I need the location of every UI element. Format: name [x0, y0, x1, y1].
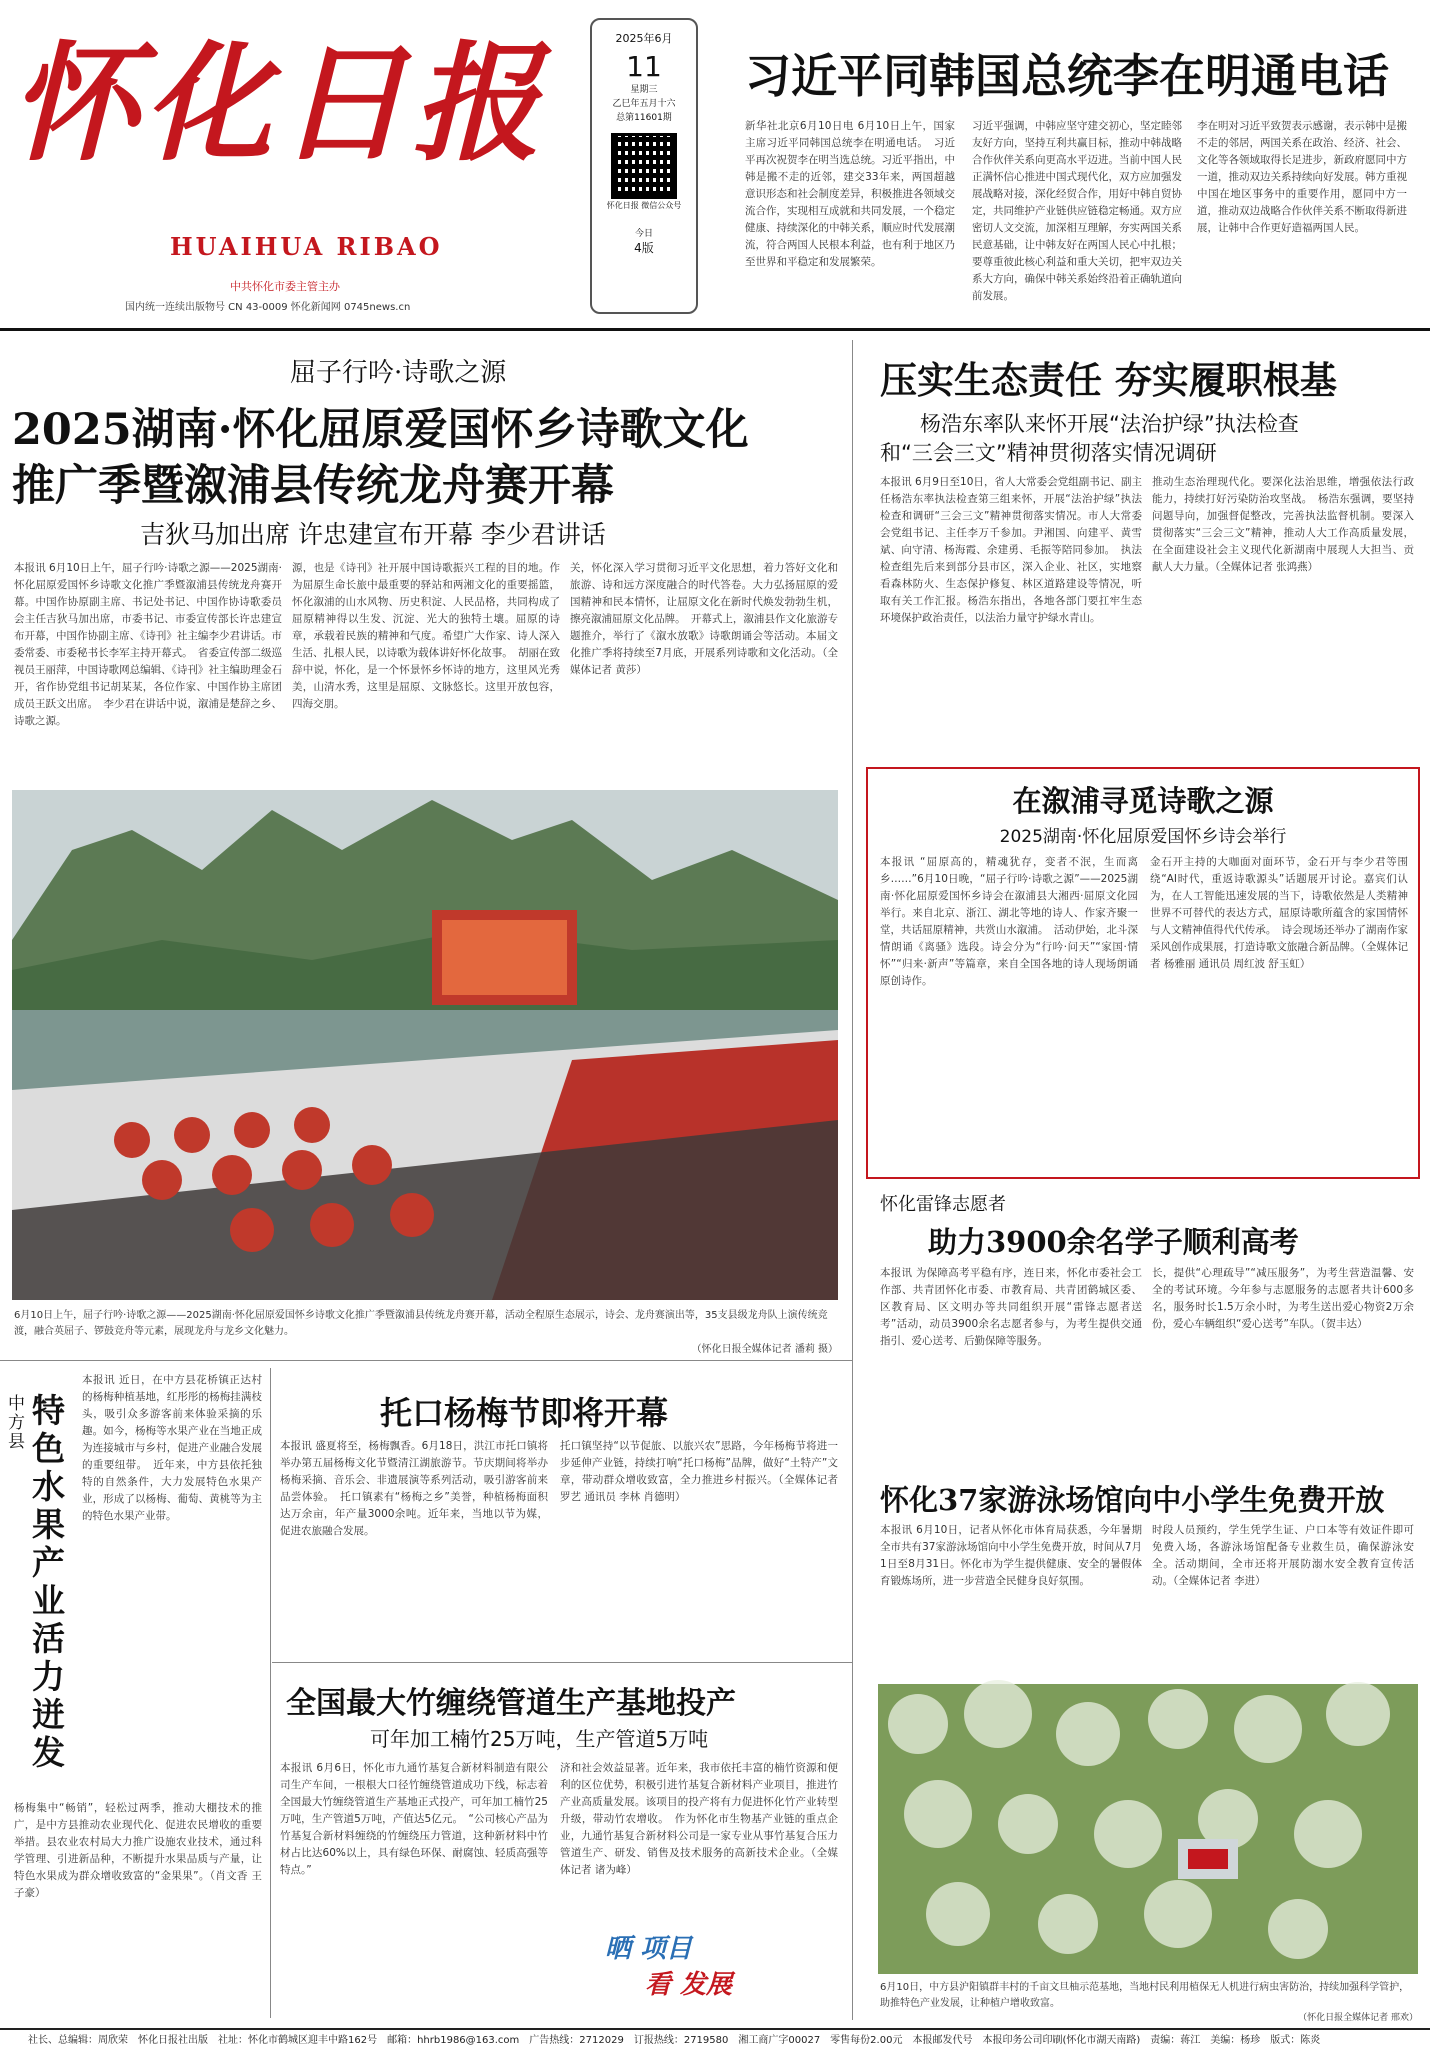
- masthead-codes: 国内统一连续出版物号 CN 43-0009 怀化新闻网 0745news.cn: [125, 302, 411, 313]
- section7-col-1: 本报讯 6月6日，怀化市九通竹基复合新材料制造有限公司生产车间，一根根大口径竹缠绕管道成功下线，标志着全国最大竹缠绕管道生产基地正式投产，可年加工楠竹25万吨，生产管道5万吨，产值达5亿元。 “公司核心产品为竹基复合新材料缠绕的竹缠绕压力管道，这种新材料中竹材占比达60%以上，具有绿色环保、耐腐蚀、轻质高强等特点。”: [280, 1762, 548, 1876]
- dragon-boat-opening-photo: [12, 790, 838, 1300]
- promo-line-1: 晒 项目: [605, 1934, 693, 1964]
- section4-headline: 托口杨梅节即将开幕: [380, 1394, 669, 1432]
- promo-banner[interactable]: [605, 1928, 805, 2008]
- column-divider-right: [852, 340, 853, 2020]
- section3-col-1: 本报讯 为保障高考平稳有序，连日来，怀化市委社会工作部、共青团怀化市委、市教育局、共青团鹤城区委、区教育局、区文明办等共同组织开展“雷锋志愿者送考”活动，动员3900余名志愿者参与，为考生提供交通指引、爱心送考、后勤保障等服务。: [880, 1267, 1142, 1347]
- section1-col-3: 关，怀化深入学习贯彻习近平文化思想，着力答好文化和旅游、诗和远方深度融合的时代答卷。大力弘扬屈原的爱国精神和民本情怀，让屈原文化在新时代焕发勃勃生机，擦亮溆浦屈原文化品牌。 开幕式上，溆浦县作文化旅游专题推介，举行了《溆水放歌》诗歌朗诵会等活动。本届文化推广季将持续至7月底，开展系列诗歌和文化活动。（全媒体记者 黄莎）: [570, 562, 838, 676]
- section1-headline-2: 推广季暨溆浦县传统龙舟赛开幕: [12, 461, 614, 511]
- issue-number: 总第11601期: [616, 113, 672, 123]
- masthead-rule: [0, 328, 1430, 331]
- photo2-caption: 6月10日，中方县沪阳镇群丰村的千亩文旦柚示范基地，当地村民利用植保无人机进行病虫害防治，持续加强科学管护，助推特色产业发展，让种植户增收致富。: [880, 1982, 1410, 2009]
- section4-col-1: 本报讯 盛夏将至，杨梅飘香。6月18日，洪江市托口镇将举办第五届杨梅文化节暨清江湖旅游节。节庆期间将举办杨梅采摘、音乐会、非遗展演等系列活动，吸引游客前来品尝体验。 托口镇素有“杨梅之乡”美誉，种植杨梅面积达万余亩，年产量3000余吨。近年来，当地以节为媒，促进农旅融合发展。: [280, 1440, 548, 1537]
- section5-vertical-title: 特色水果产业活力迸发: [32, 1391, 65, 1772]
- section6-col-1: 本报讯 6月10日，记者从怀化市体育局获悉，今年暑期全市共有37家游泳场馆向中小学生免费开放，时间从7月1日至8月31日。怀化市为学生提供健康、安全的暑假体育锻炼场所，进一步营造全民健身良好氛围。: [880, 1524, 1142, 1587]
- feature-box: [866, 767, 1420, 1179]
- feature-col-2: 金石开主持的大咖面对面环节，金石开与李少君等围绕“AI时代，重返诗歌源头”话题展开讨论。嘉宾们认为，在人工智能迅速发展的当下，诗歌依然是人类精神世界不可替代的表达方式，屈原诗歌所蕴含的家国情怀与人文精神值得代代传承。 诗会现场还举办了湖南作家采风创作成果展，打造诗歌文旅融合新品牌。（全媒体记者 杨雅丽 通讯员 周红波 舒玉虹）: [1150, 856, 1408, 970]
- section5-county: 中方县: [8, 1394, 25, 1452]
- orchard-drone-photo: [878, 1684, 1418, 1974]
- qr-caption: 怀化日报 微信公众号: [606, 201, 682, 210]
- section2-headline: 压实生态责任 夯实履职根基: [880, 358, 1337, 402]
- section7-headline: 全国最大竹缠绕管道生产基地投产: [286, 1686, 736, 1721]
- section1-col-1: 本报讯 6月10日上午，屈子行吟·诗歌之源——2025湖南·怀化屈原爱国怀乡诗歌文化推广季暨溆浦县传统龙舟赛开幕。中国作协原副主席、书记处书记、中国作协诗歌委员会主任吉狄马加出席，市委书记、市委宣传部长许忠建宣布开幕，中国作协副主席、《诗刊》社主编李少君讲话。市委常委、市委秘书长李军主持开幕式。 省委宣传部二级巡视员王丽萍，中国诗歌网总编辑、《诗刊》社主编助理金石开，省作协党组书记胡某某，各位作家、中国作协主席团成员王跃文出席。 李少君在讲话中说，溆浦是楚辞之乡、诗歌之源。: [14, 562, 282, 727]
- today-label: 今日: [634, 229, 653, 239]
- page-count: 4版: [634, 241, 654, 255]
- section6-headline: 怀化37家游泳场馆向中小学生免费开放: [880, 1483, 1385, 1517]
- qr-code-icon: [611, 133, 677, 199]
- section1-col-2: 源，也是《诗刊》社开展中国诗歌振兴工程的目的地。作为屈原生命长旅中最重要的驿站和两湘文化的重要摇篮，怀化溆浦的山水风物、历史积淀、人民品格，共同构成了屈原精神得以生发、沉淀、光大的独特土壤。屈原的诗章，承载着民族的精神和气度。希望广大作家、诗人深入生活、扎根人民，以诗歌为载体讲好怀化故事。 胡丽在致辞中说，怀化，是一个怀景怀乡怀诗的地方，这里风光秀美，山清水秀，这里是屈原、文脉悠长。这里开放包容，四海交朋。: [292, 562, 560, 710]
- section2-col-1: 本报讯 6月9日至10日，省人大常委会党组副书记、副主任杨浩东率执法检查第三组来怀，开展“法治护绿”执法检查和调研“三会三文”精神贯彻落实情况。市人大常委会党组书记、主任李万千参加。尹湘国、向建平、黄雪斌、向守清、杨海霞、余建勇、毛振等陪同参加。 执法检查组先后来到部分县市区，深入企业、社区，实地察看森林防火、生态保护修复、林区道路建设等情况，听取有关工作汇报。杨浩东指出，各地各部门要扛牢生态环境保护政治责任，以法治力量守护绿水青山。: [880, 476, 1142, 624]
- date-box: [590, 18, 698, 314]
- lead-col-2: 习近平强调，中韩应坚守建交初心，坚定睦邻友好方向，坚持互利共赢目标，推动中韩战略合作伙伴关系向更高水平迈进。当前中国人民正满怀信心推进中国式现代化，双方应加强发展战略对接，深化经贸合作，用好中韩自贸协定，共同维护产业链供应链稳定畅通。双方应密切人文交流，加深相互理解，夯实两国关系民意基础，让中韩友好在两国人民心中扎根；要尊重彼此核心利益和重大关切，把牢双边关系大方向，确保中韩关系始终沿着正确轨道向前发展。: [972, 120, 1182, 302]
- section5-col-2: 杨梅集中“畅销”，轻松过两季，推动大棚技术的推广，是中方县推动农业现代化、促进农民增收的重要举措。县农业农村局大力推广设施农业技术，通过科学管理、引进新品种，不断提升水果品质与产量，让特色水果成为群众增收致富的“金果果”。（肖文香 王子豪）: [14, 1802, 262, 1899]
- masthead-sponsor: 中共怀化市委主管主办: [230, 280, 340, 293]
- section5-col-1: 本报讯 近日，在中方县花桥镇正达村的杨梅种植基地，红彤彤的杨梅挂满枝头，吸引众多游客前来体验采摘的乐趣。如今，杨梅等水果产业在当地正成为连接城市与乡村，促进产业融合发展的重要纽带。 近年来，中方县依托独特的自然条件，大力发展特色水果产业，形成了以杨梅、葡萄、黄桃等为主的特色水果产业带。: [82, 1374, 262, 1522]
- section1-subhead: 吉狄马加出席 许忠建宣布开幕 李少君讲话: [140, 520, 606, 549]
- section3-kicker: 怀化雷锋志愿者: [880, 1194, 1006, 1215]
- photo1-credit: （怀化日报全媒体记者 潘莉 摄）: [691, 1344, 838, 1355]
- promo-line-2: 看 发展: [645, 1970, 733, 2000]
- feature-col-1: 本报讯 “屈原高的，精魂犹存，变者不泯，生而离乡……”6月10日晚，“屈子行吟·诗歌之源”——2025湖南·怀化屈原爱国怀乡诗会在溆浦县大湘西·屈原文化园举行。来自北京、浙江、湖北等地的诗人、作家齐聚一堂，共话屈原精神，共赏山水溆浦。 活动伊始，北斗深情朗诵《离骚》选段。诗会分为“行吟·问天”“家国·情怀”“归来·新声”等篇章，来自全国各地的诗人现场朗诵原创诗作。: [880, 856, 1138, 987]
- section1-kicker: 屈子行吟·诗歌之源: [290, 358, 507, 388]
- lead-col-1: 新华社北京6月10日电 6月10日上午，国家主席习近平同韩国总统李在明通电话。 习近平再次祝贺李在明当选总统。习近平指出，中韩是搬不走的近邻，建交33年来，两国超越意识形态和社会制度差异，积极推进各领域交流合作，实现相互成就和共同发展，一个稳定健康、持续深化的中韩关系，顺应时代发展潮流，符合两国人民根本利益，也有利于地区乃至世界和平稳定和发展繁荣。: [745, 120, 955, 268]
- date-year-month: 2025年6月: [615, 32, 673, 45]
- divider-section7: [272, 1662, 852, 1663]
- date-day: 11: [626, 50, 662, 83]
- divider-mid-left: [0, 1360, 852, 1361]
- lead-headline: 习近平同韩国总统李在明通电话: [745, 49, 1389, 103]
- lead-col-3: 李在明对习近平致贺表示感谢，表示韩中是搬不走的邻居，两国关系在政治、经济、社会、文化等各领域取得长足进步，新政府愿同中方一道，推动双边关系持续向好发展。韩方重视中国在地区事务中的重要作用，愿同中方一道，推动双边战略合作伙伴关系不断取得新进展，让韩中合作更好造福两国人民。: [1197, 120, 1407, 234]
- section2-col-2: 推动生态治理现代化。要深化法治思维，增强依法行政能力，持续打好污染防治攻坚战。 杨浩东强调，要坚持问题导向，加强督促整改，完善执法监督机制。要深入贯彻落实“三会三文”精神，推动人大工作高质量发展，在全面建设社会主义现代化新湖南中展现人大担当、贡献人大力量。（全媒体记者 张鸿燕）: [1152, 476, 1414, 573]
- photo2-credit: （怀化日报全媒体记者 邢欢）: [1298, 2013, 1418, 2023]
- section4-col-2: 托口镇坚持“以节促旅、以旅兴农”思路，今年杨梅节将进一步延伸产业链，持续打响“托口杨梅”品牌，做好“土特产”文章，带动群众增收致富，全力推进乡村振兴。（全媒体记者 罗艺 通讯员 李林 肖德明）: [560, 1440, 838, 1503]
- section6-col-2: 时段人员预约，学生凭学生证、户口本等有效证件即可免费入场，各游泳场馆配备专业救生员，确保游泳安全。活动期间，全市还将开展防溺水安全教育宣传活动。（全媒体记者 李进）: [1152, 1524, 1414, 1587]
- masthead-title: 怀化日报: [10, 29, 547, 179]
- section7-col-2: 济和社会效益显著。近年来，我市依托丰富的楠竹资源和便利的区位优势，积极引进竹基复合新材料产业项目，推进竹产业高质量发展。该项目的投产将有力促进怀化竹产业转型升级，带动竹农增收。 作为怀化市生物基产业链的重点企业，九通竹基复合新材料公司是一家专业从事竹基复合压力管道生产、研发、销售及技术服务的高新技术企业。（全媒体记者 诸为峰）: [560, 1762, 838, 1876]
- feature-headline: 在溆浦寻觅诗歌之源: [1012, 784, 1274, 818]
- date-lunar: 乙巳年五月十六: [612, 99, 676, 109]
- photo1-caption: 6月10日上午，屈子行吟·诗歌之源——2025湖南·怀化屈原爱国怀乡诗歌文化推广季暨溆浦县传统龙舟赛开幕，活动全程原生态展示，诗会、龙舟赛演出等，35支县级龙舟队上演传统竞渡，融合英屈子、锣鼓竞舟等元素，展现龙舟与龙乡文化魅力。: [14, 1310, 828, 1337]
- section2-subhead-1: 杨浩东率队来怀开展“法治护绿”执法检查: [920, 412, 1299, 436]
- column-divider-left: [270, 1368, 271, 2018]
- section3-headline: 助力3900余名学子顺利高考: [928, 1225, 1299, 1259]
- section7-subhead: 可年加工楠竹25万吨，生产管道5万吨: [370, 1727, 709, 1751]
- section1-headline-1: 2025湖南·怀化屈原爱国怀乡诗歌文化: [12, 405, 749, 455]
- date-weekday: 星期三: [630, 85, 658, 95]
- section3-col-2: 长，提供“心理疏导”“减压服务”，为考生营造温馨、安全的考试环境。今年参与志愿服务的志愿者共计600多名，服务时长1.5万余小时，为考生送出爱心物资2万余份，爱心车辆组织“爱心送考”车队。（贺丰达）: [1152, 1267, 1414, 1330]
- feature-subhead: 2025湖南·怀化屈原爱国怀乡诗会举行: [999, 827, 1287, 847]
- footer-imprint: 社长、总编辑：周欣荣 怀化日报社出版 社址：怀化市鹤城区迎丰中路162号 邮箱：hhrb1986@163.com 广告热线：2712029 订报热线：2719580 湘工商广字00027 零售每份2.00元 本报邮发代号 本报印务公司印刷(怀化市湖天南路) 责编：蒋江 美编：杨珍 版式：陈炎: [0, 2028, 1430, 2051]
- section2-subhead-2: 和“三会三文”精神贯彻落实情况调研: [880, 441, 1217, 465]
- masthead-pinyin: HUAIHUA RIBAO: [170, 232, 443, 261]
